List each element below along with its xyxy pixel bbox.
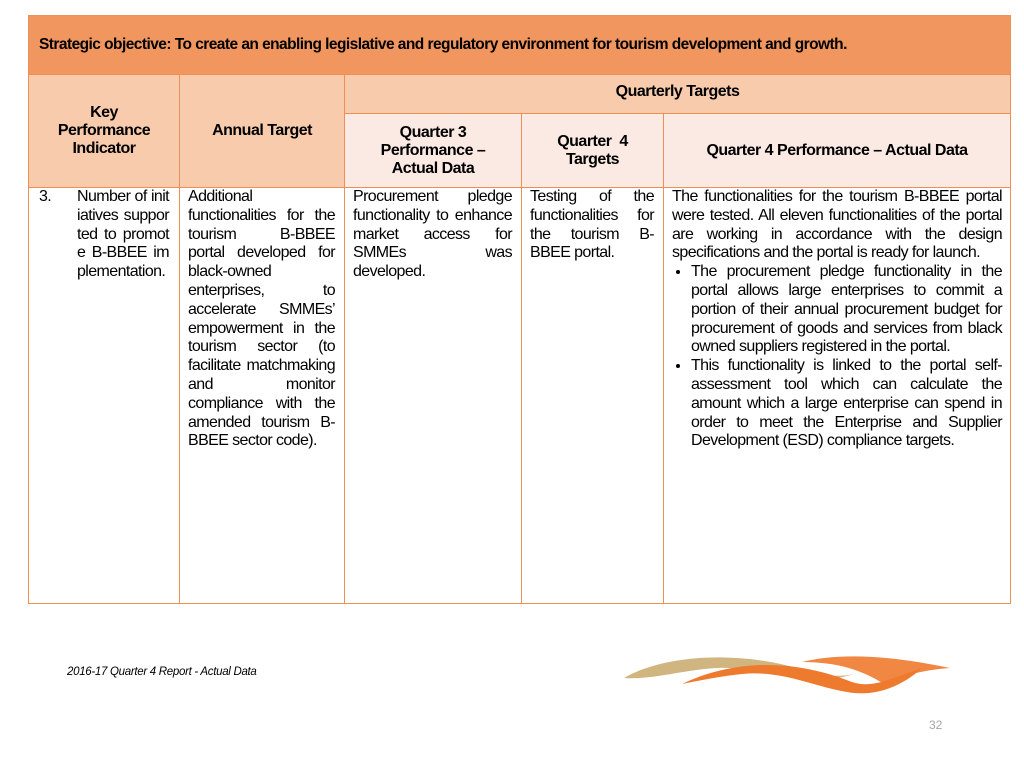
- row-q3-performance-cell: [353, 188, 512, 282]
- row-number: 3.: [39, 188, 52, 205]
- grid-line: [663, 113, 664, 603]
- row-annual-target-cell: [188, 188, 335, 451]
- row-q4-targets-text: Testing of the functionalities for the tourism B-BBEE portal.: [530, 188, 654, 262]
- header-quarterly-targets-label: Quarterly Targets: [615, 83, 740, 100]
- grid-line: [29, 187, 1010, 188]
- grid-line: [179, 74, 180, 603]
- q4-performance-bullet: • The procurement pledge functionality in the portal allows large enterprises to commit a portion of their annual procurement budget for procurement of goods and services from black owned suppliers registered in the portal.: [691, 263, 1002, 357]
- row-q4-targets-cell: [530, 188, 654, 263]
- header-q3-performance-label: Quarter 3 Performance – Actual Data: [380, 123, 486, 177]
- grid-line: [344, 74, 345, 603]
- header-q4-targets-label: Quarter 4 Targets: [557, 132, 632, 168]
- header-q4-performance-label: Quarter 4 Performance – Actual Data: [706, 141, 968, 159]
- header-quarterly-targets: [345, 75, 1010, 113]
- grid-line: [29, 74, 1010, 75]
- grid-line: [521, 113, 522, 603]
- logo-swoosh-icon: [622, 648, 952, 700]
- header-kpi-label: Key Performance Indicator: [57, 104, 151, 157]
- row-annual-target-text: Additional functionalities for the tourism B-BBEE portal developed for black-owned enterprises, to accelerate SMMEs’ empowerment in the tourism sector (to facilitate matchmaking and monitor compliance with the amended tourism B-BBEE sector code).: [188, 188, 335, 450]
- header-annual-target: [180, 75, 344, 187]
- page-number: 32: [929, 718, 943, 732]
- header-kpi: [29, 75, 179, 187]
- q4-performance-bullet: • This functionality is linked to the portal self-assessment tool which can calculate the amount which a large enterprise can spend in order to meet the Enterprise and Supplier Development (ESD) compliance targets.: [691, 357, 1002, 451]
- row-kpi-text: Number of initiatives supported to promote B-BBEE implementation.: [77, 188, 169, 281]
- strategic-objective-text: Strategic objective: To create an enabling legislative and regulatory environment for tourism development and growth.: [39, 36, 847, 53]
- row-kpi-cell: [39, 188, 171, 282]
- row-q4-performance-intro: The functionalities for the tourism B-BBEE portal were tested. All eleven functionalities of the portal are working in accordance with the design specifications and the portal is ready for launch.: [672, 188, 1002, 262]
- row-q3-performance-text: Procurement pledge functionality to enhance market access for SMMEs was developed.: [353, 188, 512, 281]
- header-q3-performance: [345, 114, 521, 187]
- header-annual-target-label: Annual Target: [212, 122, 312, 139]
- row-q4-performance-cell: [672, 188, 1002, 451]
- header-q4-performance: [664, 114, 1010, 187]
- strategic-objective-bar: [29, 16, 1010, 74]
- header-q4-targets: [522, 114, 663, 187]
- row-q4-performance-bullets: [672, 263, 1002, 451]
- kpi-table: [28, 15, 1011, 604]
- grid-line: [345, 113, 1010, 114]
- footer-report-label: 2016-17 Quarter 4 Report - Actual Data: [67, 666, 257, 678]
